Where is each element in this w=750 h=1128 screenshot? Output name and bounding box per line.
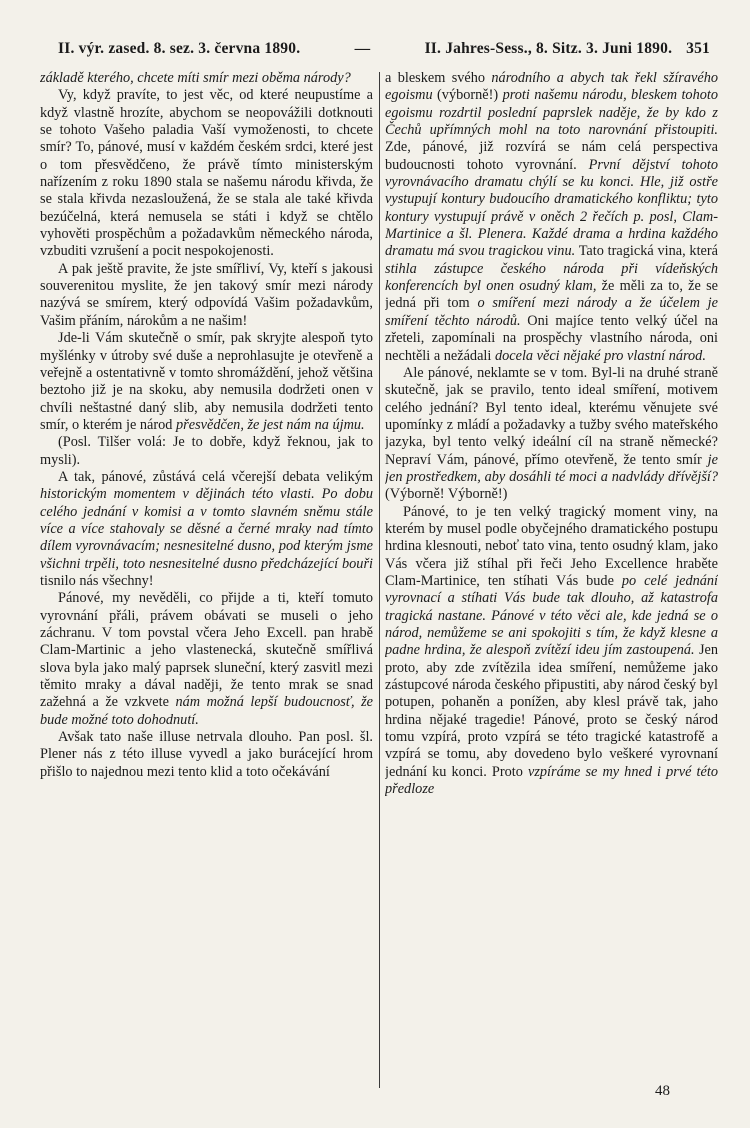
column-divider bbox=[379, 72, 380, 1088]
left-paragraph: Jde-li Vám skutečně o smír, pak skryjte alespoň tyto myšlénky v útroby své duše a neprohlasujte je otevřeně a veřejně a ostentativně v tomto shromáždění, jehož většina beztoho již je na skoku, aby nemusila dodržeti onen v chvíli neštastné daný slib, aby nemusila dodržeti tento smír, o kterém je národ přesvědčen, že jest nám na újmu. bbox=[40, 330, 373, 433]
left-paragraph: A pak ještě pravite, že jste smířliví, Vy, kteří s jakousi souverenitou myslite, že jen takový smír mezi národy nazývá se smírem, který odpovídá Vašim požadavkům, Vašim přáním, nárokům a ne našim! bbox=[40, 260, 373, 329]
right-paragraph: Pánové, to je ten velký tragický moment viny, na kterém by musel podle obyčejného dramatického postupu hrdina klesnouti, neboť tato vina, tento osudný klam, jako Vás včera již stíhal při řeči Jeho Excellence hraběte Clam-Martinice, ten stíhati Vás bude po celé jednání vyrovnací a stíhati Vás bude tak dlouho, až katastrofa tragická nastane. Pánové v této věci ale, kde jedná se o národ, nemůžeme se ani spokojiti s tím, že když klesne a padne hrdina, že alespoň zvítězí ideu jím zastoupená. Jen proto, aby zde zvítězila idea smíření, nemůžeme jako zástupcové národa českého připustiti, aby národ český byl potupen, pohaněn a ponížen, aby klesl právě tak, jaho hrdina nějaké tragedie! Pánové, proto se český národ tomu vzpírá, proto vzpírá se této tragické katastrofě a vzpírá se tomu, aby dovedeno bylo veškeré vyrovnaní jednání ku konci. Proto vzpíráme se my hned i prvé této předloze bbox=[385, 503, 718, 798]
header-dash: — bbox=[354, 40, 371, 57]
page-number: 351 bbox=[686, 40, 710, 57]
text-columns bbox=[40, 70, 718, 1088]
right-paragraph: a bleskem svého národního a abych tak řekl sžíravého egoismu (výborně!) proti našemu národu, bleskem tohoto egoismu rozdrtil poslední paprslek naděje, že by kdo z Čechů upřímných mohl na toto narovnání přistoupiti. Zde, pánové, již rozvírá se nám celá perspectiva budoucnosti tohoto vyrovnání. První dějství tohoto vyrovnávacího dramatu chýlí se ku konci. Hle, již ostře vystupují kontury budoucího dramatického konfliktu; tyto kontury vystupují právě v oněch 2 řečích p. posl, Clam-Martinice a šl. Plenera. Každé drama a hrdina každého dramatu má svou tragickou vinu. Tato tragická vina, která stihla zástupce českého národa při vídeňských konferencích byl onen osudný klam, že měli za to, že se jedná při tom o smíření mezi národy a že účelem je smíření těchto národů. Oni majíce tento velký účel na zřeteli, zapomínali na prospěchy vlastního národa, oni nechtěli a nežádali docela věci nějaké pro vlastní národ. bbox=[385, 70, 718, 364]
running-header bbox=[58, 40, 710, 62]
left-paragraph: A tak, pánové, zůstává celá včerejší debata velikým historickým momentem v dějinách této vlasti. Po dobu celého jednání v komisi a v tomto slavném sněmu stále více a více stahovaly se děsné a černé mraky nad tímto dílem vyrovnávacím; nesnesitelné dusno, pod kterým jsme všichni trpěli, toto nesnesitelné dusno předcházející bouři tisnilo nás všechny! bbox=[40, 468, 373, 589]
left-paragraph: Pánové, my nevěděli, co přijde a ti, kteří tomuto vyrovnání přáli, právem obávati se museli o jeho záchranu. V tom povstal včera Jeho Excell. pan hrabě Clam-Martinic a jeho vlastenecká, skutečně smířlivá slova byla jako malý paprsek sluneční, který zasvitl mezi těmito mraky a dával naději, že tento mrak se snad zažehná a že vzkvete nám možná lepší budoucnosť, že bude možné toto dohodnutí. bbox=[40, 590, 373, 728]
right-paragraph: Ale pánové, neklamte se v tom. Byl-li na druhé straně skutečně, jak se pravilo, tento ideal smíření, motivem celého jednání? Byl tento ideal, kterému věnujete své upomínky z mládí a požadavky a tužby svého mateřského jazyka, byl tento velký ideální cíl na straně německé? Nepraví Vám, pánové, přímo otevřeně, že tento smír je jen prostředkem, aby dosáhli té moci a nadvlády dřívější? (Výborně! Výborně!) bbox=[385, 364, 718, 503]
left-column bbox=[40, 70, 373, 1088]
header-czech: II. výr. zased. 8. sez. 3. června 1890. bbox=[58, 40, 301, 57]
left-paragraph: Avšak tato naše illuse netrvala dlouho. Pan posl. šl. Plener nás z této illuse vyvedl a jako burácející hrom přišlo to najednou mezi tento klid a toto očekávání bbox=[40, 729, 373, 780]
signature-mark: 48 bbox=[655, 1083, 670, 1099]
right-column bbox=[385, 70, 718, 1088]
left-paragraph: (Posl. Tilšer volá: Je to dobře, když řeknou, jak to mysli). bbox=[40, 434, 373, 468]
left-paragraph: Vy, když pravíte, to jest věc, od které neupustíme a když vlastně hrozíte, abychom se neopovážili dotknouti se tohoto Vašeho paladia Vaší vymoženosti, to chcete smír? To, pánové, musí v každém českém srdci, které jest o tom přesvědčeno, že právě tímto ministerským nařízením z roku 1890 stala se našemu národu křivda, že se stala křivda nezasloužená, že se stala ale také křivda bezúčelná, která nemusela se státi i když se chtělo vyhověti prospěchům a požadavkům německého národa, vzbuditi vzrušení a pocit nespokojenosti. bbox=[40, 87, 373, 260]
left-paragraph: základě kterého, chcete míti smír mezi oběma národy? bbox=[40, 70, 351, 86]
header-german: II. Jahres-Sess., 8. Sitz. 3. Juni 1890. bbox=[424, 40, 673, 57]
